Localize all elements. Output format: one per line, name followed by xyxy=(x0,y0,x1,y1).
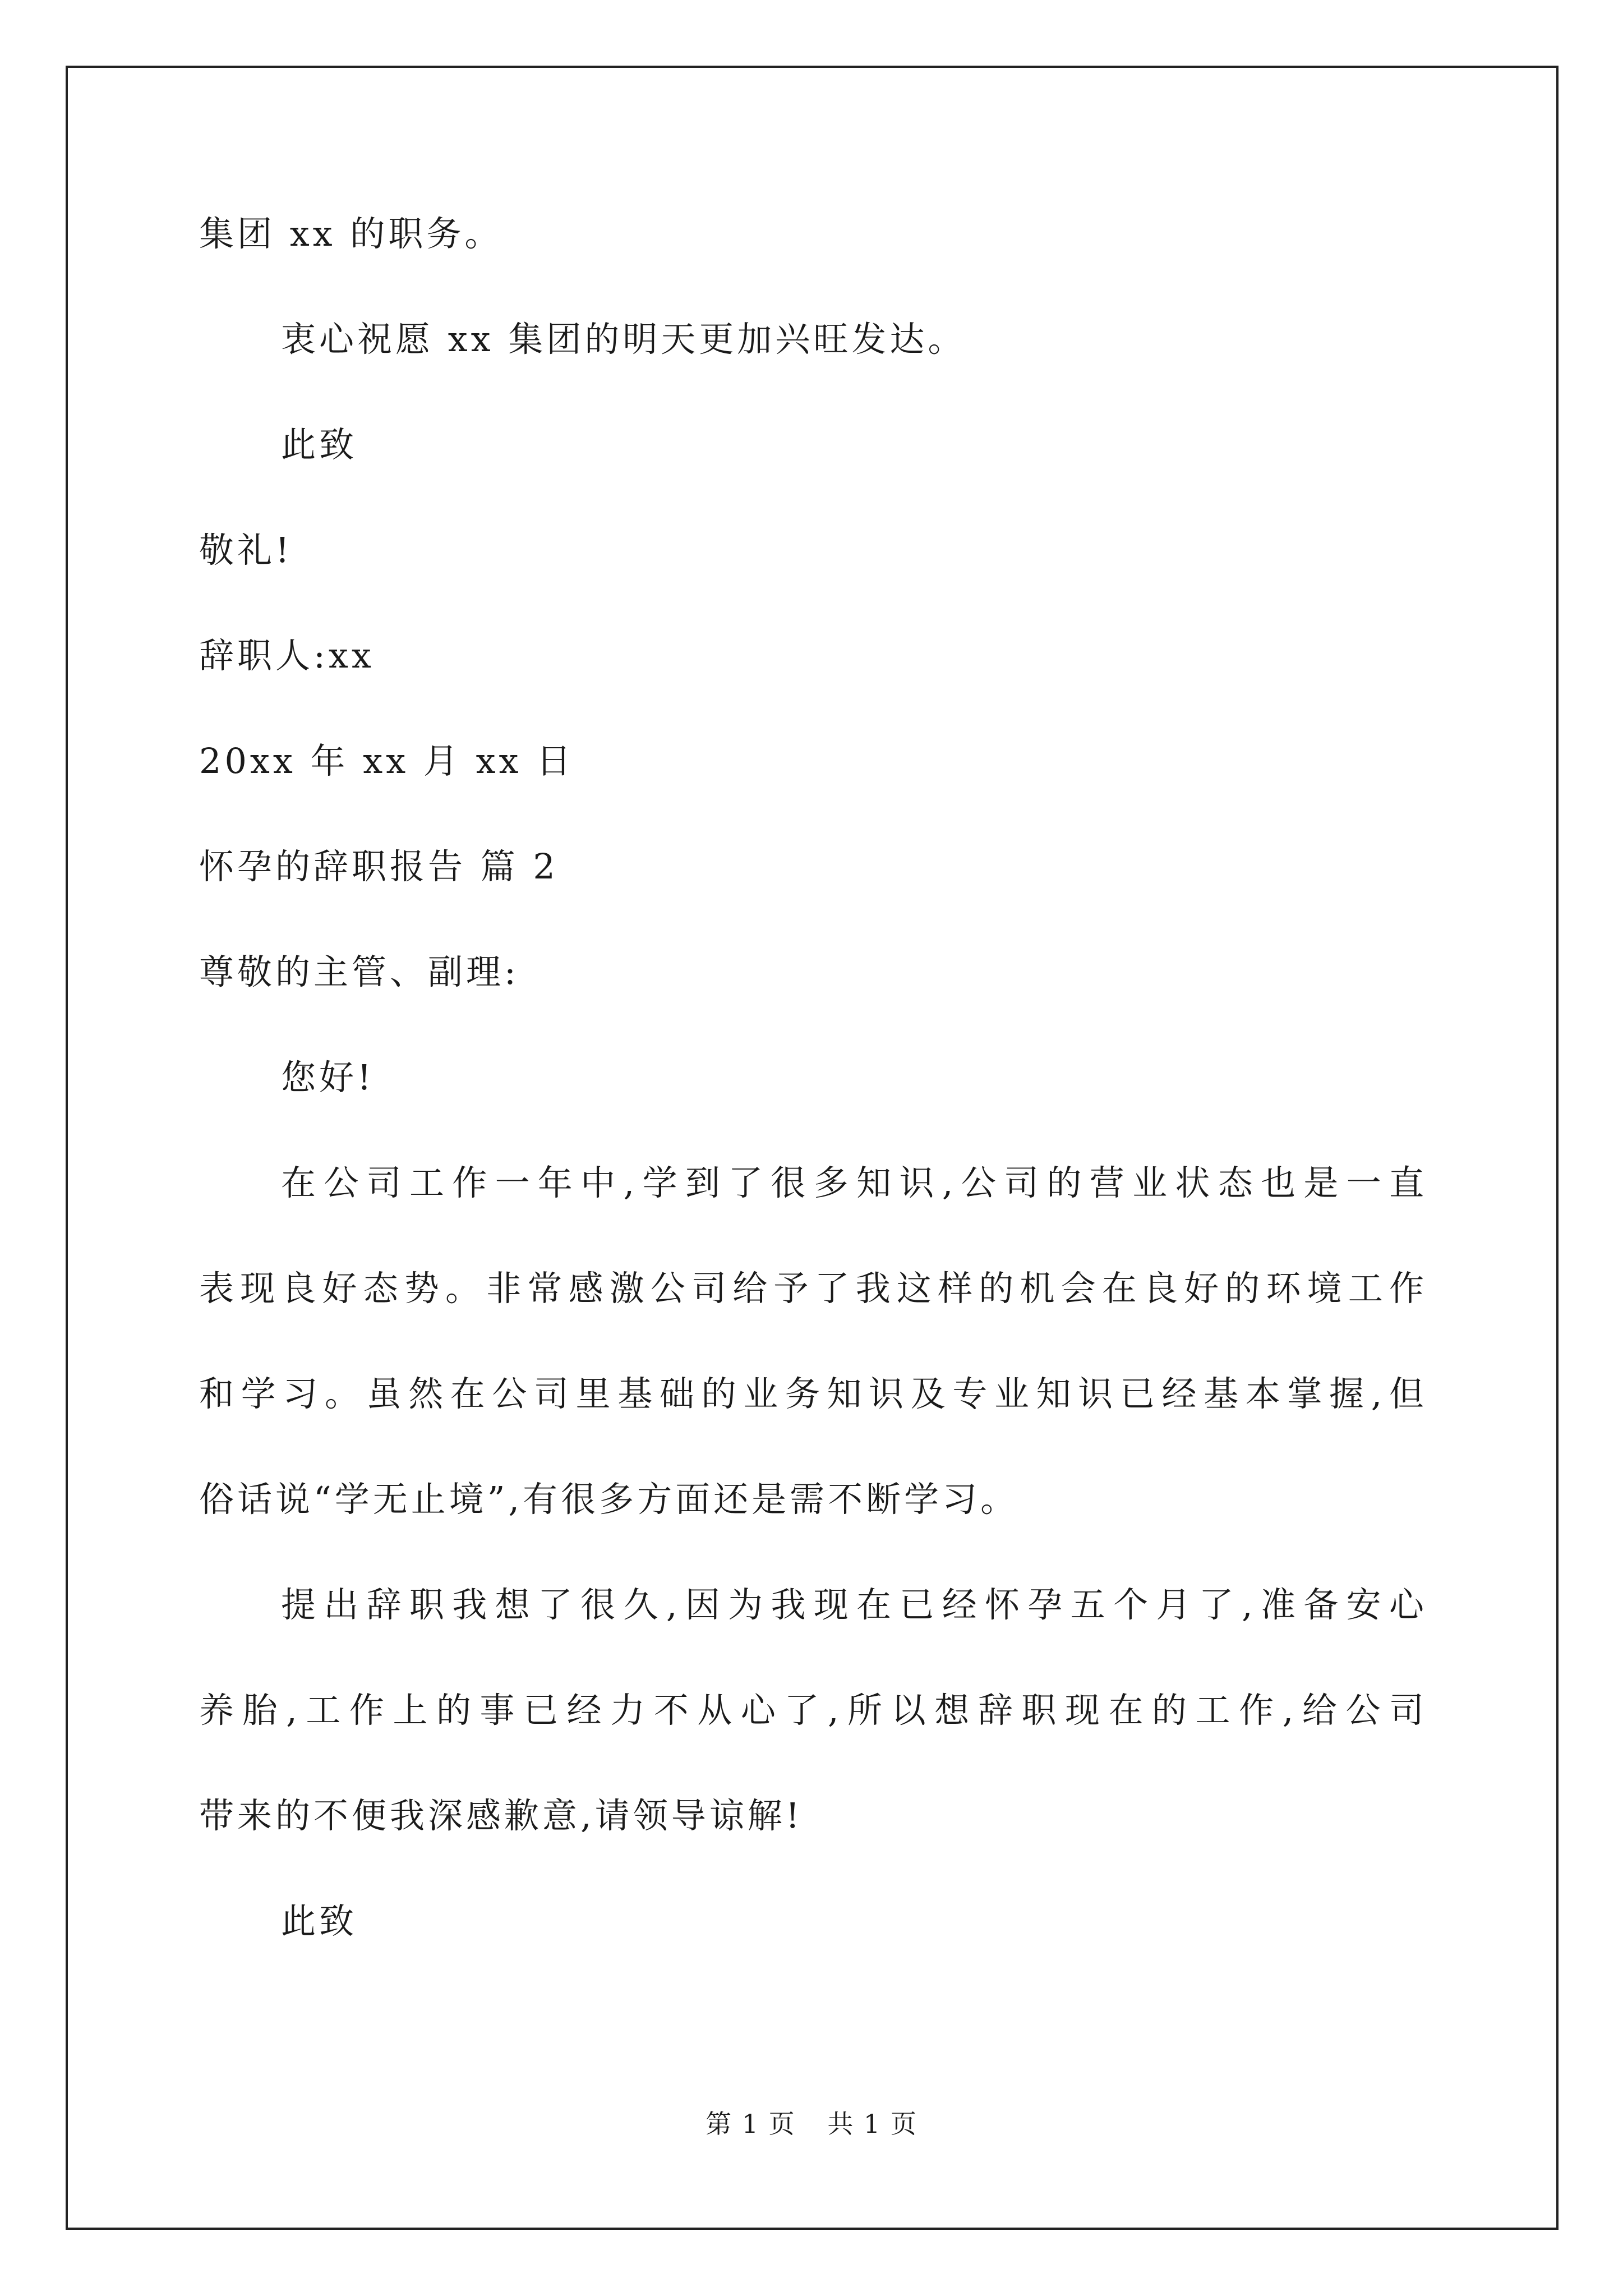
paragraph-line: 在公司工作一年中,学到了很多知识,公司的营业状态也是一直 xyxy=(281,1162,1427,1203)
addressee-line: 尊敬的主管、副理: xyxy=(199,951,519,992)
regards-line: 敬礼! xyxy=(199,530,293,570)
document-body xyxy=(199,208,1427,1948)
paragraph-line: 和学习。虽然在公司里基础的业务知识及专业知识已经基本掌握,但 xyxy=(199,1373,1427,1414)
paragraph-line: 养胎,工作上的事已经力不从心了,所以想辞职现在的工作,给公司 xyxy=(199,1690,1427,1731)
page-total: 共 1 页 xyxy=(827,2109,917,2139)
section-heading: 怀孕的辞职报告 篇 2 xyxy=(199,846,559,887)
paragraph-line: 表现良好态势。非常感激公司给予了我这样的机会在良好的环境工作 xyxy=(199,1268,1427,1309)
paragraph-line: 俗话说“学无止境”,有很多方面还是需不断学习。 xyxy=(199,1479,1019,1520)
text-line: 衷心祝愿 xx 集团的明天更加兴旺发达。 xyxy=(281,319,966,360)
closing-line: 此致 xyxy=(281,1901,358,1941)
paragraph xyxy=(199,1579,1427,1842)
paragraph-line: 提出辞职我想了很久,因为我现在已经怀孕五个月了,准备安心 xyxy=(281,1584,1427,1625)
greeting-line: 您好! xyxy=(281,1057,375,1098)
paragraph-line: 带来的不便我深感歉意,请领导谅解! xyxy=(199,1795,803,1836)
paragraph xyxy=(199,1157,1427,1526)
signer-line: 辞职人:xx xyxy=(199,635,375,676)
salutation-line: 此致 xyxy=(281,424,358,465)
date-line: 20xx 年 xx 月 xx 日 xyxy=(199,740,575,781)
page-footer xyxy=(0,2104,1623,2141)
text-line: 集团 xx 的职务。 xyxy=(199,213,503,254)
page-number: 第 1 页 xyxy=(706,2109,796,2139)
